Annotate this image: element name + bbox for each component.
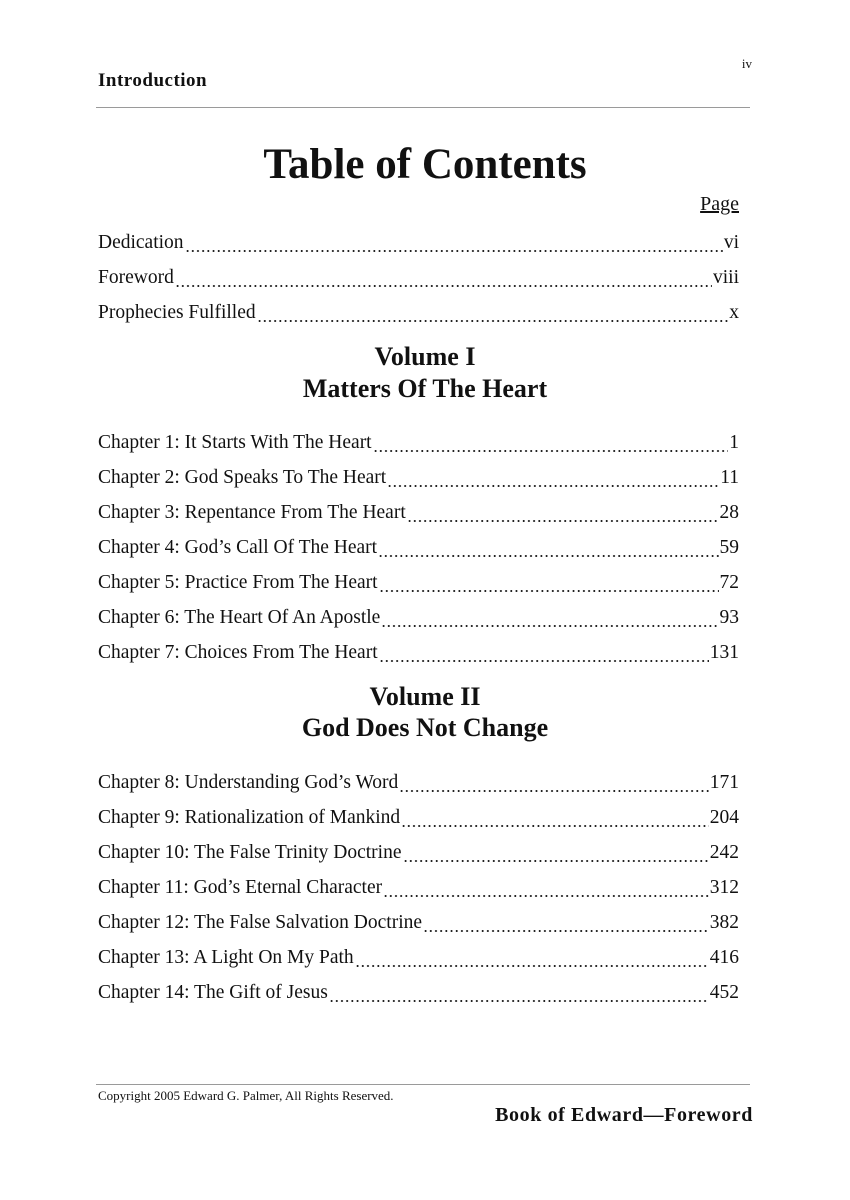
toc-entry-label: Chapter 5: Practice From The Heart [98, 572, 378, 593]
toc-entry-chapter-2[interactable] [98, 464, 739, 492]
toc-entry-label: Foreword [98, 267, 174, 288]
toc-entry-chapter-9[interactable] [98, 804, 739, 832]
toc-entry-page: 382 [709, 912, 739, 933]
toc-entry-page: 312 [709, 877, 739, 898]
dot-leader [403, 844, 709, 867]
toc-entry-chapter-5[interactable] [98, 569, 739, 597]
dot-leader [383, 879, 709, 902]
toc-entry-page: 59 [719, 537, 739, 558]
dot-leader [379, 574, 719, 597]
dot-leader [381, 609, 718, 632]
toc-entry-chapter-8[interactable] [98, 769, 739, 797]
toc-entry-page: 1 [729, 432, 739, 453]
toc-entry-chapter-1[interactable] [98, 429, 739, 457]
toc-entry-chapter-13[interactable] [98, 944, 739, 972]
dot-leader [373, 434, 729, 457]
toc-entry-chapter-7[interactable] [98, 639, 739, 667]
dot-leader [175, 269, 712, 292]
toc-entry-label: Chapter 4: God’s Call Of The Heart [98, 537, 378, 558]
toc-entry-label: Dedication [98, 232, 184, 253]
dot-leader [407, 504, 719, 527]
dot-leader [379, 644, 709, 667]
toc-entry-label: Chapter 3: Repentance From The Heart [98, 502, 406, 523]
toc-entry-page: 204 [709, 807, 739, 828]
dot-leader [399, 774, 708, 797]
toc-entry-page: 28 [719, 502, 739, 523]
toc-entry-label: Chapter 9: Rationalization of Mankind [98, 807, 401, 828]
dot-leader [185, 234, 723, 257]
volume-title: God Does Not Change [301, 713, 549, 742]
toc-entry-label: Chapter 12: The False Salvation Doctrine [98, 912, 423, 933]
page-title: Table of Contents [263, 141, 587, 188]
toc-entry-page: 93 [719, 607, 739, 628]
toc-entry-page: 452 [709, 982, 739, 1003]
page-column-label: Page [700, 193, 739, 215]
toc-entry-page: 242 [709, 842, 739, 863]
toc-entry-label: Chapter 7: Choices From The Heart [98, 642, 378, 663]
dot-leader [329, 984, 709, 1007]
toc-entry-chapter-11[interactable] [98, 874, 739, 902]
toc-entry-page: 171 [709, 772, 739, 793]
toc-entry-label: Prophecies Fulfilled [98, 302, 256, 323]
toc-entry-chapter-4[interactable] [98, 534, 739, 562]
toc-entry-label: Chapter 13: A Light On My Path [98, 947, 354, 968]
toc-entry-page: 131 [709, 642, 739, 663]
toc-entry-page: 416 [709, 947, 739, 968]
toc-entry-dedication[interactable] [98, 229, 739, 257]
toc-entry-label: Chapter 11: God’s Eternal Character [98, 877, 383, 898]
dot-leader [378, 539, 718, 562]
dot-leader [401, 809, 709, 832]
toc-entry-label: Chapter 8: Understanding God’s Word [98, 772, 399, 793]
dot-leader [423, 914, 709, 937]
dot-leader [257, 304, 729, 327]
toc-entry-chapter-6[interactable] [98, 604, 739, 632]
toc-entry-label: Chapter 14: The Gift of Jesus [98, 982, 328, 1003]
toc-entry-page: 11 [720, 467, 739, 488]
footer-divider [96, 1084, 750, 1085]
copyright-notice: Copyright 2005 Edward G. Palmer, All Rights Reserved. [98, 1088, 394, 1103]
toc-entry-chapter-14[interactable] [98, 979, 739, 1007]
toc-entry-label: Chapter 10: The False Trinity Doctrine [98, 842, 402, 863]
volume-number: Volume II [369, 682, 481, 711]
toc-entry-chapter-12[interactable] [98, 909, 739, 937]
section-header: Introduction [98, 70, 208, 91]
toc-entry-label: Chapter 1: It Starts With The Heart [98, 432, 372, 453]
toc-entry-prophecies-fulfilled[interactable] [98, 299, 739, 327]
dot-leader [387, 469, 719, 492]
toc-entry-label: Chapter 6: The Heart Of An Apostle [98, 607, 381, 628]
page-number: iv [741, 56, 752, 71]
toc-entry-page: 72 [719, 572, 739, 593]
toc-entry-chapter-10[interactable] [98, 839, 739, 867]
toc-entry-foreword[interactable] [98, 264, 739, 292]
dot-leader [355, 949, 709, 972]
volume-title: Matters Of The Heart [302, 374, 548, 403]
header-divider [96, 107, 750, 108]
toc-entry-label: Chapter 2: God Speaks To The Heart [98, 467, 387, 488]
footer-book-title: Book of Edward—Foreword [495, 1104, 753, 1126]
toc-entry-page: x [729, 302, 739, 323]
toc-entry-chapter-3[interactable] [98, 499, 739, 527]
toc-entry-page: viii [712, 267, 739, 288]
volume-number: Volume I [374, 342, 476, 371]
toc-entry-page: vi [723, 232, 739, 253]
